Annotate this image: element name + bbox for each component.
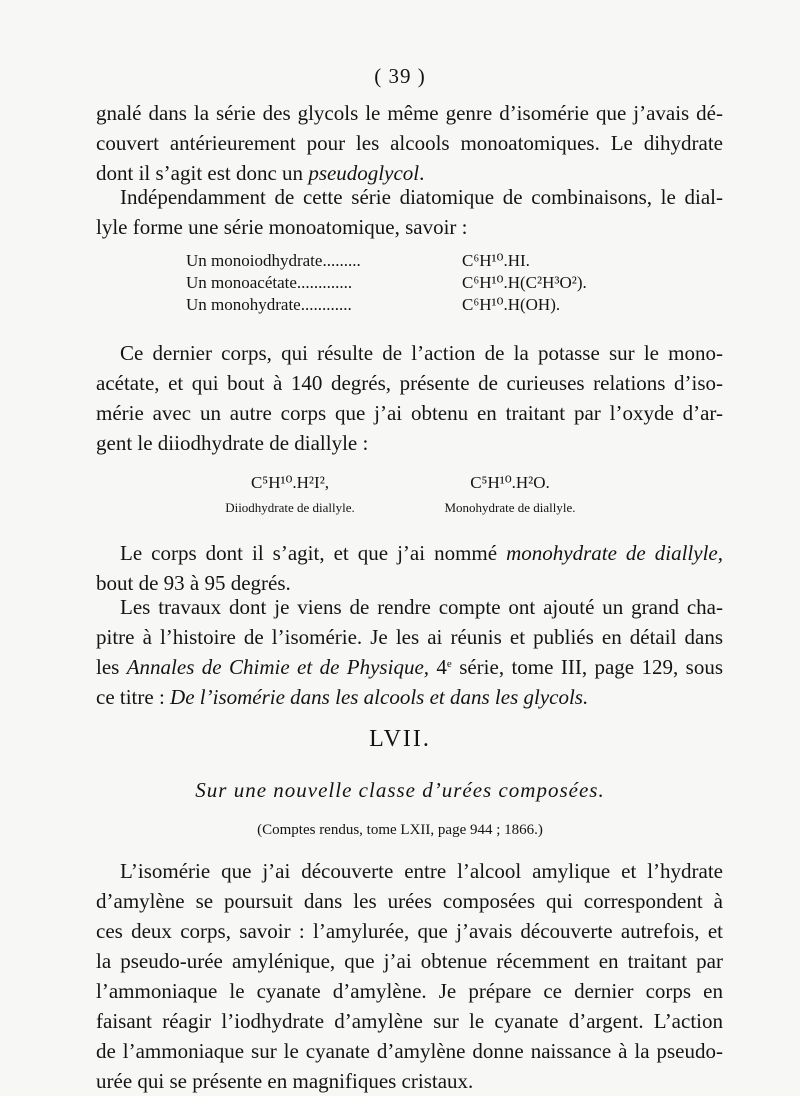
formula-row: Un monoiodhydrate......... C⁶H¹⁰.HI. <box>186 251 530 270</box>
text-line: gnalé dans la série des glycols le même genre d’isomérie que j’avais dé- <box>96 101 723 125</box>
formula-caption: Monohydrate de diallyle. <box>444 500 576 515</box>
italic-term: pseudoglycol <box>308 161 420 185</box>
paragraph-boiling-point <box>96 538 723 598</box>
text-line: mérie avec un autre corps que j’ai obtenu en traitant par l’oxyde d’ar- <box>96 401 723 425</box>
text-line: les Annales de Chimie et de Physique, 4e série, tome III, page 129, sous <box>96 655 723 679</box>
text-line: L’isomérie que j’ai découverte entre l’alcool amylique et l’hydrate <box>120 859 723 883</box>
text-line: l’ammoniaque le cyanate d’amylène. Je prépare ce dernier corps en <box>96 979 723 1003</box>
text-line: ces deux corps, savoir : l’amylurée, que j’avais découverte autrefois, et <box>96 919 723 943</box>
section-source: (Comptes rendus, tome LXII, page 944 ; 1866.) <box>257 822 543 838</box>
text-line: faisant réagir l’iodhydrate d’amylène sur le cyanate d’argent. L’action <box>96 1009 723 1033</box>
text-line: pitre à l’histoire de l’isomérie. Je les ai réunis et publiés en détail dans <box>96 625 723 649</box>
section-title: Sur une nouvelle classe d’urées composées. <box>195 778 605 802</box>
journal-title: Annales de Chimie et de Physique, <box>126 655 430 679</box>
formula-table <box>186 250 587 316</box>
paragraph-publication <box>96 592 723 712</box>
formula-row: Un monoacétate............. C⁶H¹⁰.H(C²H³O²). <box>186 273 587 292</box>
paragraph-isomerism <box>96 338 723 458</box>
text-line: bout de 93 à 95 degrés. <box>96 571 291 595</box>
text-line: urée qui se présente en magnifiques cristaux. <box>96 1069 474 1093</box>
paragraph-amylene <box>96 856 723 1096</box>
paragraph-continuation <box>96 98 723 188</box>
formula-row: Un monohydrate............ C⁶H¹⁰.H(OH). <box>186 295 561 314</box>
text-line: couvert antérieurement pour les alcools monoatomiques. Le dihydrate <box>96 131 723 155</box>
formula-caption: Diiodhydrate de diallyle. <box>225 500 355 515</box>
text-line: Indépendamment de cette série diatomique de combinaisons, le dial- <box>120 185 723 209</box>
italic-term: monohydrate de diallyle, <box>506 541 723 565</box>
section-number: LVII. <box>369 726 431 752</box>
text-line: de l’ammoniaque sur le cyanate d’amylène donne naissance à la pseudo- <box>96 1039 723 1063</box>
page-number: ( 39 ) <box>374 64 426 88</box>
formula-monohydrate <box>420 472 600 516</box>
article-title: De l’isomérie dans les alcools et dans les glycols. <box>170 685 589 709</box>
formula-text: C⁵H¹⁰.H²I², <box>250 473 330 492</box>
text-line: lyle forme une série monoatomique, savoir : <box>96 215 468 239</box>
text-line: dont il s’agit est donc un pseudoglycol. <box>96 161 425 185</box>
formula-text: C⁵H¹⁰.H²O. <box>470 473 550 492</box>
text-line: Les travaux dont je viens de rendre compte ont ajouté un grand cha- <box>120 595 723 619</box>
text-line: la pseudo-urée amylénique, que j’ai obtenue récemment en traitant par <box>96 949 723 973</box>
formula-diiodhydrate <box>200 472 380 516</box>
text-line: Ce dernier corps, qui résulte de l’action de la potasse sur le mono- <box>120 341 723 365</box>
text-line: Le corps dont il s’agit, et que j’ai nommé monohydrate de diallyle, <box>120 541 723 565</box>
text-line: d’amylène se poursuit dans les urées composées qui correspondent à <box>96 889 723 913</box>
text-line: gent le diiodhydrate de diallyle : <box>96 431 369 455</box>
paragraph-intro-series <box>96 182 723 242</box>
text-line: ce titre : De l’isomérie dans les alcools et dans les glycols. <box>96 685 589 709</box>
text-line: acétate, et qui bout à 140 degrés, présente de curieuses relations d’iso- <box>96 371 723 395</box>
